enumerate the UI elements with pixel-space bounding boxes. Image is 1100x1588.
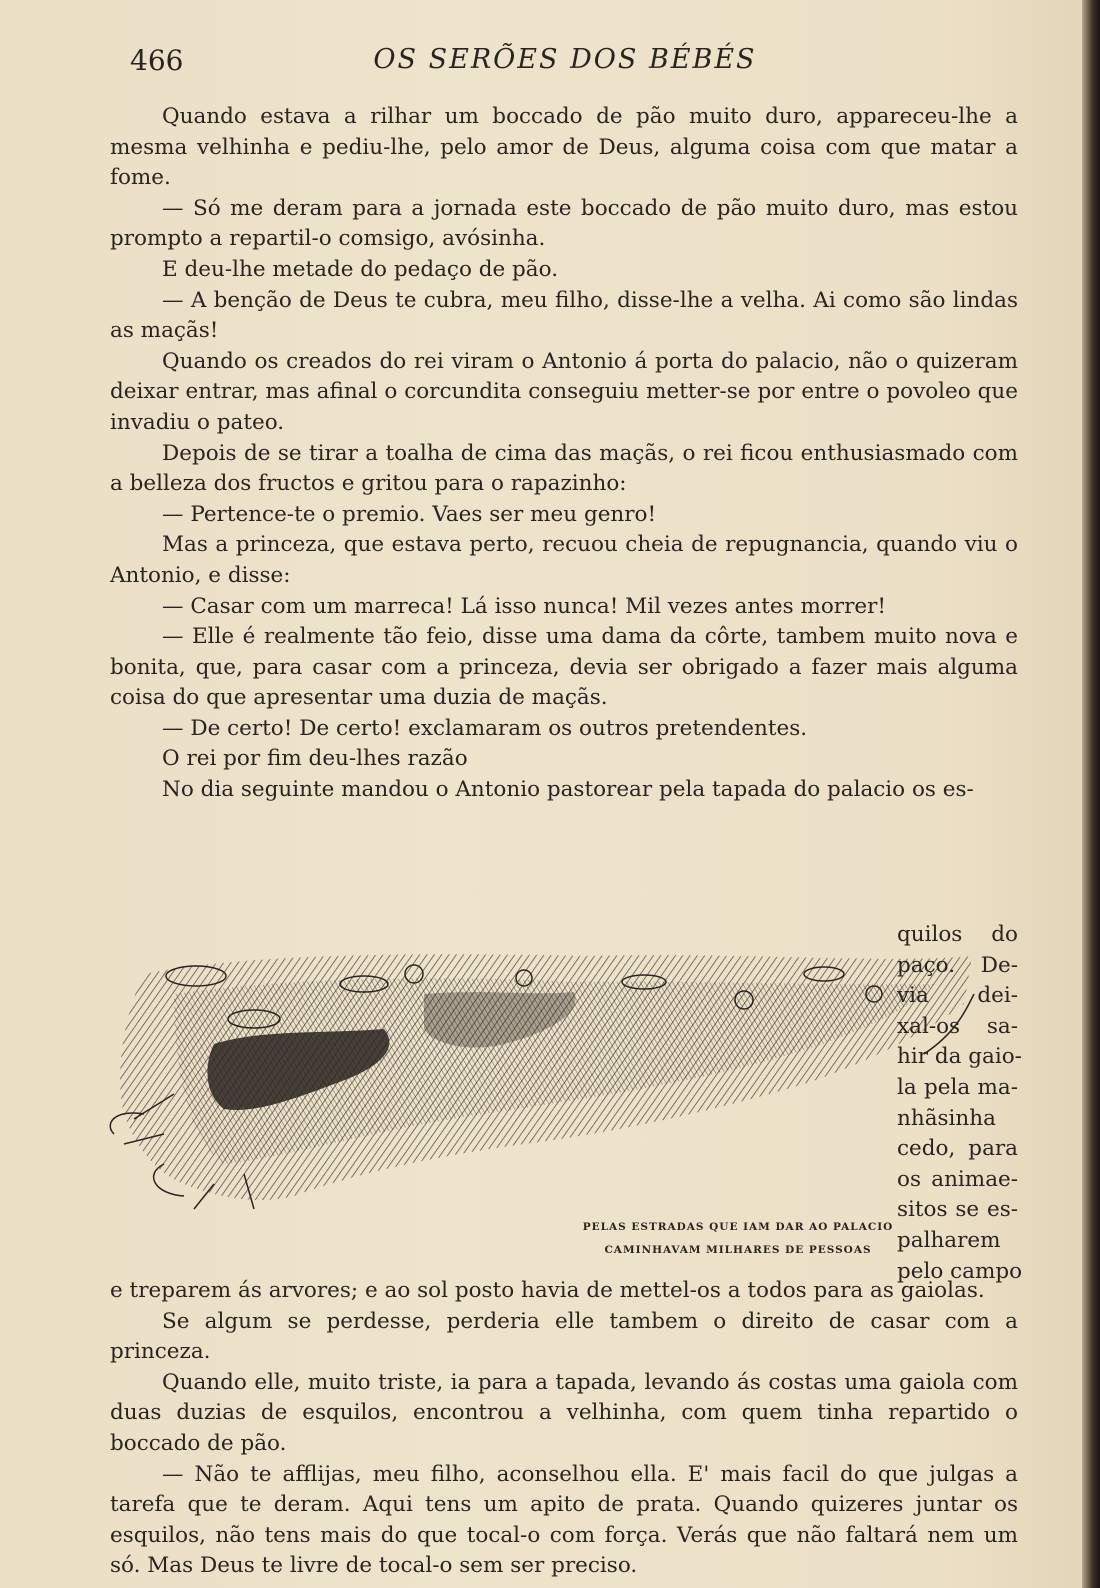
wrapped-line: via dei- [897,983,1018,1009]
wrapped-line: sitos se es- [897,1197,1018,1223]
caption-line: PELAS ESTRADAS QUE IAM DAR AO PALACIO [582,1221,894,1233]
wrapped-line: palharem [897,1227,1001,1253]
caption-line: CAMINHAVAM MILHARES DE PESSOAS [604,1244,872,1256]
paragraph: Depois de se tirar a toalha de cima das maçãs, o rei ficou enthusiasmado com a belleza dos fructos e gritou para o rapazinho: [110,440,1018,497]
text-after-figure [110,1276,1018,1582]
paragraph-continuation: e treparem ás arvores; e ao sol posto havia de mettel-os a todos para as gaiolas. [110,1278,985,1303]
crowd-illustration [104,934,990,1214]
paragraph: Se algum se perdesse, perderia elle tambem o direito de casar com a princeza. [110,1308,1018,1365]
paragraph: — Não te afflijas, meu filho, aconselhou ella. E' mais facil do que julgas a tarefa que te deram. Aqui tens um apito de prata. Quando quizeres juntar os esquilos, não tens mais do que tocal-o com força. Verás que não faltará nem um só. Mas Deus te livre de tocal-o sem ser preciso. [110,1461,1018,1579]
body-text [110,102,1023,1579]
page-header [126,44,1004,84]
paragraph: — Só me deram para a jornada este boccado de pão muito duro, mas estou prompto a repartil-o comsigo, avósinha. [110,195,1018,252]
paragraph: Quando os creados do rei viram o Antonio á porta do palacio, não o quizeram deixar entrar, mas afinal o corcundita conseguiu metter-se por entre o povoleo que invadiu o pateo. [110,348,1018,435]
paragraph: E deu-lhe metade do pedaço de pão. [162,256,559,282]
wrapped-line: la pela ma- [897,1074,1018,1100]
figure-block [110,920,1023,1284]
paragraph: — Pertence-te o premio. Vaes ser meu genro! [162,501,657,527]
paragraph: Mas a princeza, que estava perto, recuou cheia de repugnancia, quando viu o Antonio, e disse: [110,532,1018,588]
wrapped-line: cedo, para [897,1136,1018,1162]
paragraph: — Casar com um marreca! Lá isso nunca! Mil vezes antes morrer! [162,593,886,619]
page-number: 466 [130,44,184,77]
wrapped-text-column [897,920,1023,1287]
wrapped-line: pelo campo [897,1258,1023,1284]
wrapped-line: nhãsinha [897,1105,996,1131]
wrapped-line: xal-os sa- [897,1013,1018,1039]
paragraph: Quando elle, muito triste, ia para a tapada, levando ás costas uma gaiola com duas duzias de esquilos, encontrou a velhinha, com quem tinha repartido o boccado de pão. [110,1369,1018,1456]
wrapped-line: os animae- [897,1166,1018,1192]
wrapped-line: quilos do [897,922,1018,947]
page-edge [1082,0,1100,1588]
figure-caption [518,1216,958,1262]
running-title: OS SERÕES DOS BÉBÉS [373,44,757,75]
paragraph: — Elle é realmente tão feio, disse uma dama da côrte, tambem muito nova e bonita, que, para casar com a princeza, devia ser obrigado a fazer mais alguma coisa do que apresentar uma duzia de maçãs. [110,624,1018,711]
paragraph: — De certo! De certo! exclamaram os outros pretendentes. [162,715,808,741]
paragraph: No dia seguinte mandou o Antonio pastorear pela tapada do palacio os es- [162,777,974,803]
paragraph: — A benção de Deus te cubra, meu filho, disse-lhe a velha. Ai como são lindas as maçãs! [110,287,1018,344]
wrapped-line: hir da gaio- [897,1044,1022,1070]
wrapped-line: paço. De- [897,952,1018,978]
paragraph: O rei por fim deu-lhes razão [162,746,468,772]
paragraph: Quando estava a rilhar um boccado de pão muito duro, appareceu-lhe a mesma velhinha e pediu-lhe, pelo amor de Deus, alguma coisa com que matar a fome. [110,104,1018,191]
